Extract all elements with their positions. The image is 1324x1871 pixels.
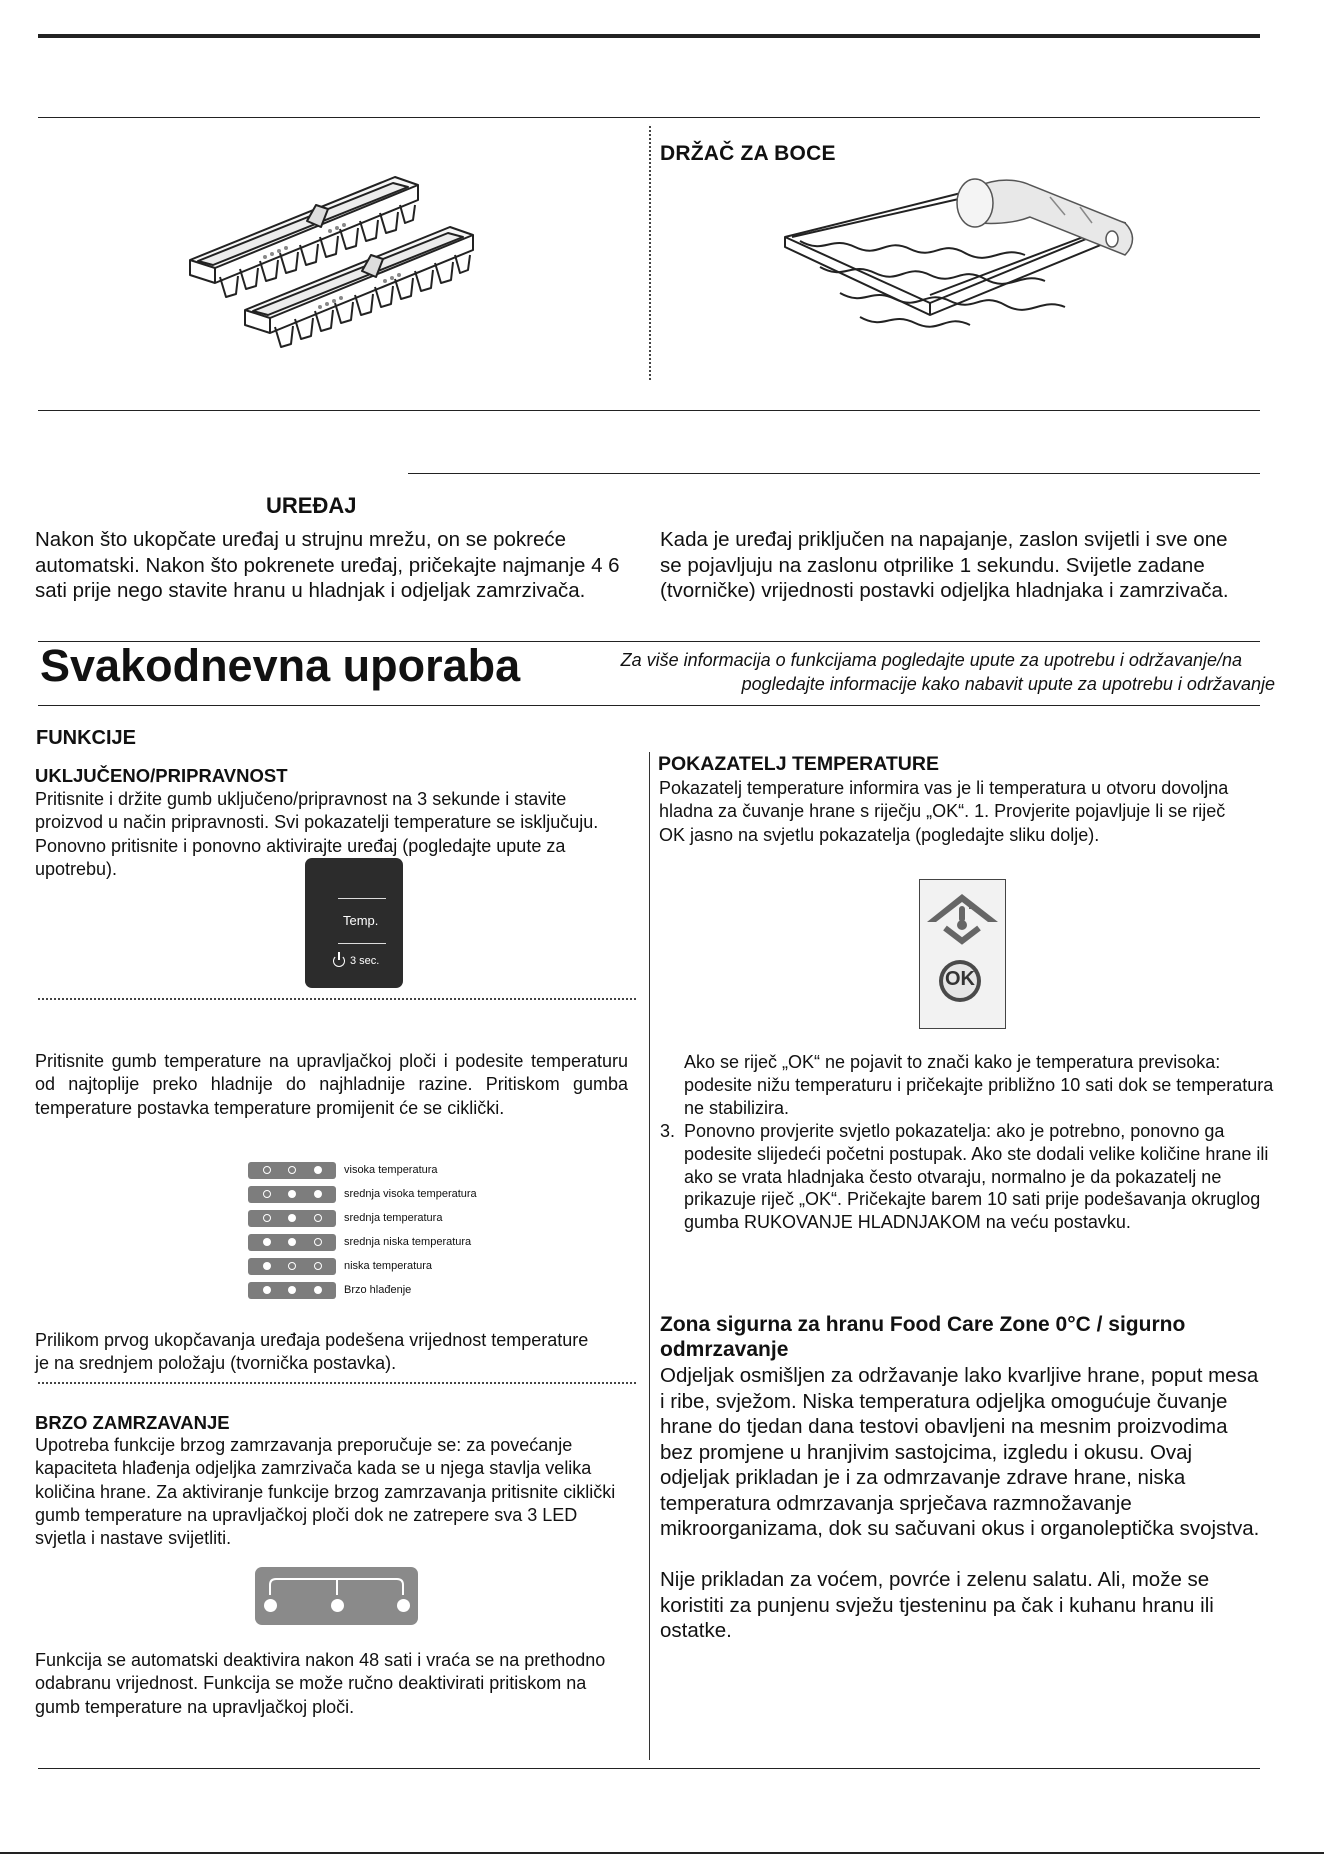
ok-indicator-panel [919, 879, 1006, 1029]
temp-level-label: srednja niska temperatura [344, 1236, 472, 1248]
temp-level-label: Brzo hlađenje [344, 1284, 412, 1296]
accessories-divider [649, 126, 651, 380]
temperature-text: Pritisnite gumb temperature na upravljačkoj ploči i podesite temperaturu od najtoplije preko hladnije do najhladnije razine. Pritiskom gumba temperature postavka temperature promijenit će se ciklički. [35, 1051, 628, 1118]
temp-indicator-step3: Ponovno provjerite svjetlo pokazatelja: ako je potrebno, ponovno ga podesite slijedeći početni postupak. Ako ste dodali velike količine hrane ili ako se vrata hladnjaka često otvaraju, normalno je da pokazatelj ne prikazuje riječ „OK“. Pričekajte barem 10 sati prije podešavanja okruglog gumba RUKOVANJE HLADNJAKOM na veću postavku. [684, 1121, 1269, 1233]
panel-line-top [338, 898, 386, 899]
standby-title: UKLJUČENO/PRIPRAVNOST [35, 765, 288, 786]
temperature-default-text: Prilikom prvog ukopčavanja uređaja podešena vrijednost temperature je na srednjem položaju (tvornička postavka). [35, 1330, 589, 1374]
temp-level-label: visoka temperatura [344, 1164, 438, 1176]
ok-label: OK [945, 968, 975, 990]
top-rule [38, 34, 1260, 38]
temp-indicator-text: Pokazatelj temperature informira vas je li temperatura u otvoru dovoljna hladna za čuvanje hrane s riječju „OK“. 1. Provjerite pojavljuje li se riječ OK jasno na svjetlu pokazatelja (pogledajte sliku dolje). [659, 778, 1229, 845]
standby-text: Pritisnite i držite gumb uključeno/pripravnost na 3 sekunde i stavite proizvod u način pripravnosti. Svi pokazatelji temperature se isključuju. Ponovno pritisnite i ponovno aktivirajte uređaj (pogledajte upute za upotrebu). [35, 789, 599, 879]
daily-use-bottom-rule [38, 705, 1260, 706]
led-dot [397, 1599, 410, 1612]
daily-use-note-line1: Za više informacija o funkcijama pogledajte upute za upotrebu i održavanje/na [620, 650, 1242, 670]
food-care-text-2: Nije prikladan za voćem, povrće i zelenu salatu. Ali, može se koristiti za punjenu svježu tjesteninu pa čak i kuhanu hranu ili ostatke. [660, 1568, 1214, 1642]
functions-title: FUNKCIJE [36, 727, 137, 749]
standby-control-panel [305, 858, 403, 988]
temp-indicator-step2: Ako se riječ „OK“ ne pojavit to znači kako je temperatura previsoka: podesite nižu temperaturu i pričekajte približno 10 sati dok se temperatura ne stabilizira. [684, 1052, 1274, 1118]
daily-use-note-line2: pogledajte informacije kako nabavit upute za upotrebu i održavanje [741, 674, 1275, 694]
fast-freeze-auto-off-text: Funkcija se automatski deaktivira nakon 48 sati i vraća se na prethodno odabranu vrijednost. Funkcija se može ručno deaktivirati pritiskom na gumb temperature na upravljačkoj ploči. [35, 1650, 606, 1717]
temp-indicator-step3-number: 3. [660, 1121, 676, 1141]
ok-badge [939, 960, 981, 1002]
led-dot [331, 1599, 344, 1612]
power-icon-stem [338, 952, 340, 960]
device-title: UREĐAJ [266, 493, 357, 518]
led-bracket-icon [255, 1567, 418, 1625]
temp-indicator-title: POKAZATELJ TEMPERATURE [658, 753, 939, 775]
daily-use-heading: Svakodnevna uporaba [40, 640, 521, 691]
panel-line-bottom [338, 943, 386, 944]
fast-freeze-led-panel [255, 1567, 418, 1625]
device-left-text: Nakon što ukopčate uređaj u strujnu mrežu, on se pokreće automatski. Nakon što pokrenete uređaj, pričekajte najmanje 4 6 sati prije nego stavite hranu u hladnjak i odjeljak zamrzivača. [35, 528, 620, 602]
standby-separator [38, 998, 636, 1000]
panel-temp-label: Temp. [343, 913, 379, 928]
led-dot [264, 1599, 277, 1612]
temp-level-label: srednja temperatura [344, 1212, 443, 1224]
bottle-holder-illustration [780, 175, 1140, 375]
food-care-text: Odjeljak osmišljen za održavanje lako kvarljive hrane, poput mesa i ribe, svježom. Niska temperatura odjeljka omogućuje čuvanje hrane do tjedan dana testovi obavljeni na mesnim proizvodima bez promjene u hranjivim sastojcima, izgledu i okusu. Ovaj odjeljak prikladan je i za odmrzavanje zdrave hrane, niska temperatura odmrzavanja sprječava razmnožavanje mikroorganizama, dok su sačuvani okus i organoleptička svojstva. [660, 1364, 1260, 1540]
temp-level-label: srednja visoka temperatura [344, 1188, 477, 1200]
fast-freeze-title: BRZO ZAMRZAVANJE [35, 1412, 230, 1433]
column-divider [649, 752, 650, 1760]
bottom-rule [38, 1768, 1260, 1769]
footer-rule [0, 1852, 1324, 1854]
device-right-text: Kada je uređaj priključen na napajanje, zaslon svijetli i sve one se pojavljuju na zaslonu otprilike 1 sekundu. Svijetle zadane (tvorničke) vrijednosti postavki odjeljka hladnjaka i zamrzivača. [660, 528, 1229, 602]
temp-level-label: niska temperatura [344, 1260, 433, 1272]
ice-tray-illustration [180, 165, 480, 375]
temperature-level-table [248, 1162, 508, 1302]
food-care-title: Zona sigurna za hranu Food Care Zone 0°C / sigurno odmrzavanje [660, 1313, 1186, 1361]
thermometer-warning-icon [923, 888, 1002, 946]
device-top-rule [408, 473, 1260, 474]
accessories-top-rule [38, 117, 1260, 118]
bottle-holder-title: DRŽAČ ZA BOCE [660, 142, 836, 165]
temperature-separator [38, 1382, 636, 1384]
fast-freeze-text: Upotreba funkcije brzog zamrzavanja preporučuje se: za povećanje kapaciteta hlađenja odjeljka zamrzivača kada se u njega stavlja velika količina hrane. Za aktiviranje funkcije brzog zamrzavanja pritisnite ciklički gumb temperature na upravljačkoj ploči dok ne zatrepere sva 3 LED svjetla i nastave svijetliti. [35, 1435, 616, 1549]
panel-hold-label: 3 sec. [350, 955, 380, 967]
accessories-bottom-rule [38, 410, 1260, 411]
